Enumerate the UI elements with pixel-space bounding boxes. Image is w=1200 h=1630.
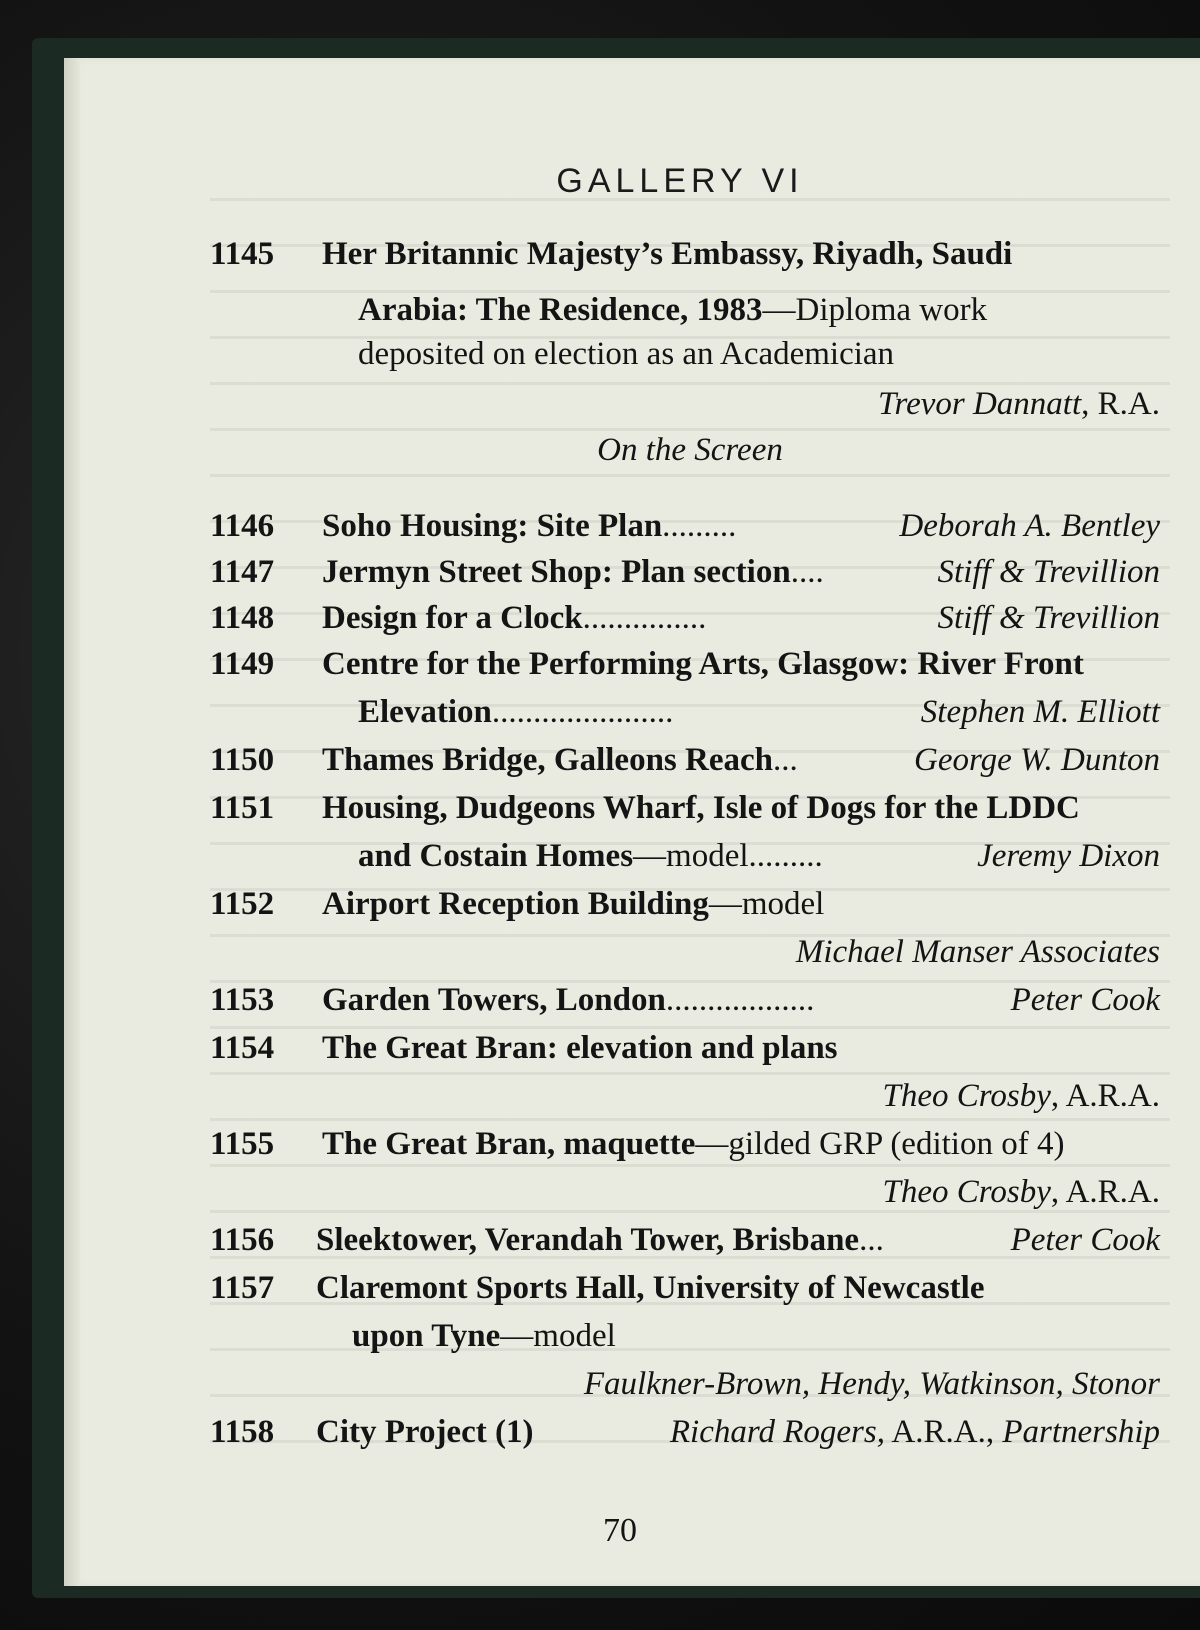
entry-title-line1: Claremont Sports Hall, University of Newcastle [316,1270,985,1306]
entry-title-line2 [358,694,673,731]
entry-title-line [322,742,798,779]
entry-number: 1149 [210,646,275,682]
entry-number: 1145 [210,236,275,272]
entry-number: 1152 [210,886,275,922]
dot-leader: .... [790,554,824,590]
entry-title-line2 [358,838,823,875]
entry-title-part: upon Tyne [352,1318,501,1354]
entry-title-line [322,554,824,591]
entry-title: Airport Reception Building [322,886,709,922]
entry-title: Sleektower, Verandah Tower, Brisbane [316,1222,860,1258]
entry-artist: Stiff & Trevillion [937,600,1160,636]
entry-artist-line [700,1078,1160,1115]
entry-description: —model [633,838,749,874]
entry-number: 1147 [210,554,275,590]
entry-artist: Peter Cook [1010,1222,1160,1258]
entry-number: 1148 [210,600,275,636]
entry-title-line [316,1222,884,1259]
entry-artist-partnership: Partnership [994,1414,1160,1450]
entry-artist: Peter Cook [1010,982,1160,1018]
entry-artist-suffix: , R.A. [1081,386,1160,422]
entry-title-line2 [352,1318,616,1355]
entry-artist: Richard Rogers, [669,1414,885,1450]
entry-artist: Theo Crosby [882,1078,1051,1114]
entry-title-line1: Centre for the Performing Arts, Glasgow: River Front [322,646,1084,682]
entry-artist: Faulkner-Brown, Hendy, Watkinson, Stonor [583,1366,1160,1402]
entry-number: 1156 [210,1222,275,1258]
entry-number: 1158 [210,1414,275,1450]
dot-leader: ............... [582,600,707,636]
entry-artist: Stiff & Trevillion [937,554,1160,590]
entry-number: 1150 [210,742,275,778]
entry-title-line [322,508,736,545]
entry-artist-line [560,1414,1160,1451]
entry-number: 1153 [210,982,275,1018]
entry-title: City Project (1) [316,1414,534,1450]
entry-title-part: and Costain Homes [358,838,634,874]
entry-artist: Stephen M. Elliott [920,694,1160,730]
entry-title-line1: Housing, Dudgeons Wharf, Isle of Dogs for the LDDC [322,790,1080,826]
entry-artist-line [700,1174,1160,1211]
entry-number: 1157 [210,1270,275,1306]
entry-title: Soho Housing: Site Plan [322,508,663,544]
entry-description-line3: deposited on election as an Academician [358,336,895,372]
entry-artist: Theo Crosby [882,1174,1051,1210]
entry-title: The Great Bran: elevation and plans [322,1030,838,1066]
dot-leader: .................. [665,982,815,1018]
entry-title: Garden Towers, London [322,982,666,1018]
entry-artist: George W. Dunton [914,742,1160,778]
entry-number: 1151 [210,790,275,826]
entry-description: —model [708,886,825,922]
entry-artist-suffix: , A.R.A. [1050,1078,1160,1114]
dot-leader: ... [859,1222,884,1258]
entry-number: 1146 [210,508,275,544]
dot-leader: ......... [748,838,823,874]
entry-artist: Michael Manser Associates [795,934,1160,970]
entry-title-line1: Her Britannic Majesty’s Embassy, Riyadh, Saudi [322,236,1013,272]
entry-artist-line [600,386,1160,423]
entry-title: The Great Bran, maquette [322,1126,696,1162]
entry-artist-suffix: , A.R.A. [1050,1174,1160,1210]
entry-title-line [322,600,706,637]
page-title: GALLERY VI [556,162,804,200]
entry-title: Jermyn Street Shop: Plan section [322,554,791,590]
entry-title: Design for a Clock [322,600,583,636]
entry-title-line [322,982,814,1019]
entry-note: On the Screen [597,432,783,468]
dot-leader: ...................... [491,694,674,730]
entry-title: Thames Bridge, Galleons Reach [322,742,773,778]
entry-description: —gilded GRP (edition of 4) [695,1126,1065,1162]
entry-title-line [322,1126,1064,1163]
dot-leader: ... [773,742,798,778]
entry-artist: Deborah A. Bentley [899,508,1160,544]
dot-leader: ......... [662,508,737,544]
entry-title-line2 [358,292,987,329]
entry-number: 1154 [210,1030,275,1066]
entry-description: —Diploma work [762,292,988,328]
page-number: 70 [603,1512,637,1549]
entry-description: —model [500,1318,616,1354]
entry-artist: Jeremy Dixon [977,838,1160,874]
entry-title-line [322,886,824,923]
entry-artist: Trevor Dannatt [877,386,1082,422]
entry-title-part: Elevation [358,694,492,730]
entry-title-part: Arabia: The Residence, 1983 [358,292,763,328]
entry-number: 1155 [210,1126,275,1162]
entry-artist-suffix: A.R.A., [884,1414,995,1450]
